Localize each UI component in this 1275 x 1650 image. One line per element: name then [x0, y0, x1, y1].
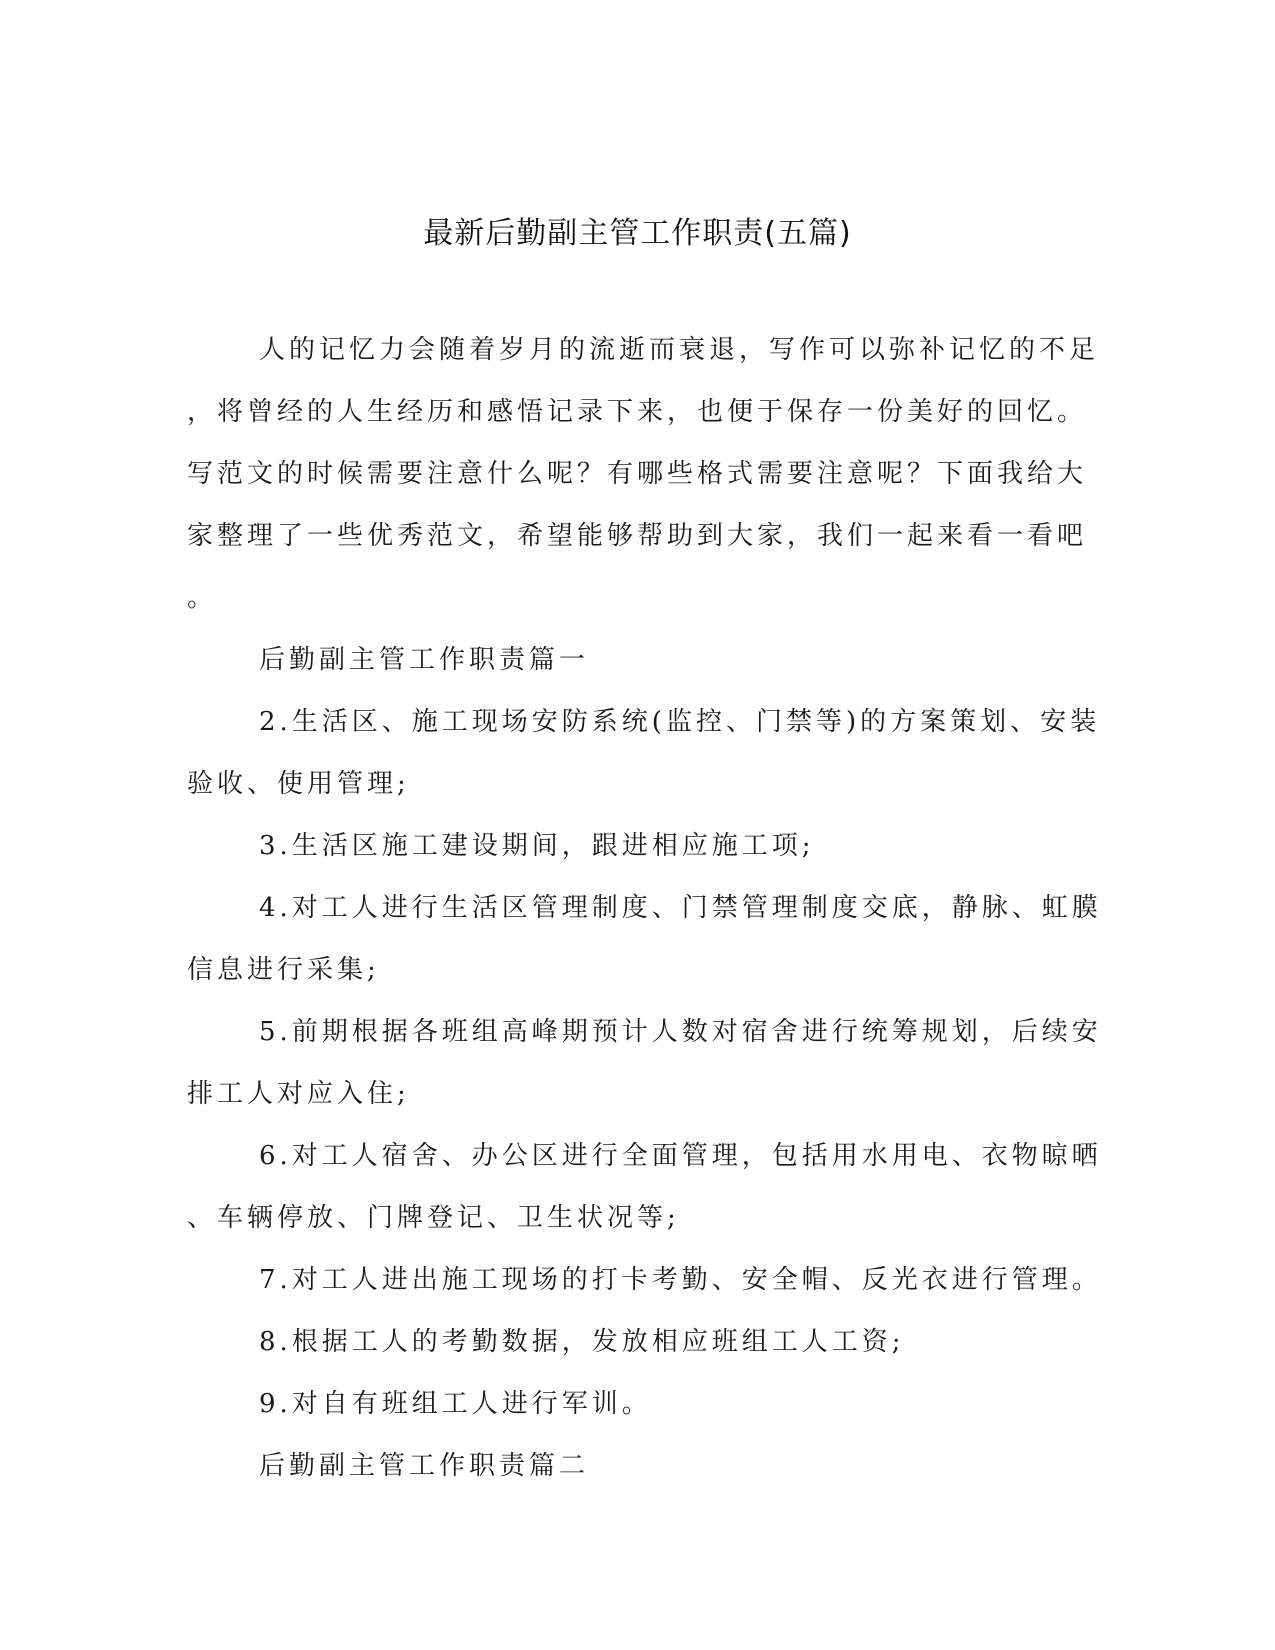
- text-line: 6.对工人宿舍、办公区进行全面管理，包括用水用电、衣物晾晒: [259, 1141, 1102, 1171]
- document-body: [187, 319, 1102, 1497]
- text-line: 8.根据工人的考勤数据，发放相应班组工人工资;: [259, 1327, 905, 1357]
- text-line: 9.对自有班组工人进行军训。: [259, 1389, 652, 1419]
- section-heading: 后勤副主管工作职责篇二: [259, 1451, 590, 1481]
- text-line: 2.生活区、施工现场安防系统(监控、门禁等)的方案策划、安装: [259, 707, 1101, 737]
- text-line: 信息进行采集;: [187, 955, 380, 985]
- text-line: 人的记忆力会随着岁月的流逝而衰退，写作可以弥补记忆的不足: [259, 335, 1100, 365]
- document-title: 最新后勤副主管工作职责(五篇): [423, 216, 852, 251]
- section-heading: 后勤副主管工作职责篇一: [259, 645, 590, 675]
- text-line: 家整理了一些优秀范文，希望能够帮助到大家，我们一起来看一看吧: [187, 521, 1088, 551]
- text-line: 4.对工人进行生活区管理制度、门禁管理制度交底，静脉、虹膜: [259, 893, 1102, 923]
- text-line: 3.生活区施工建设期间，跟进相应施工项;: [259, 831, 815, 861]
- text-line: ，将曾经的人生经历和感悟记录下来，也便于保存一份美好的回忆。: [187, 397, 1088, 427]
- text-line: 。: [187, 583, 218, 613]
- text-line: 写范文的时候需要注意什么呢？有哪些格式需要注意呢？下面我给大: [187, 459, 1088, 489]
- text-line: 排工人对应入住;: [187, 1079, 410, 1109]
- text-line: 7.对工人进出施工现场的打卡考勤、安全帽、反光衣进行管理。: [259, 1265, 1102, 1295]
- text-line: 5.前期根据各班组高峰期预计人数对宿舍进行统筹规划，后续安: [259, 1017, 1102, 1047]
- text-line: 验收、使用管理;: [187, 769, 410, 799]
- text-line: 、车辆停放、门牌登记、卫生状况等;: [187, 1203, 680, 1233]
